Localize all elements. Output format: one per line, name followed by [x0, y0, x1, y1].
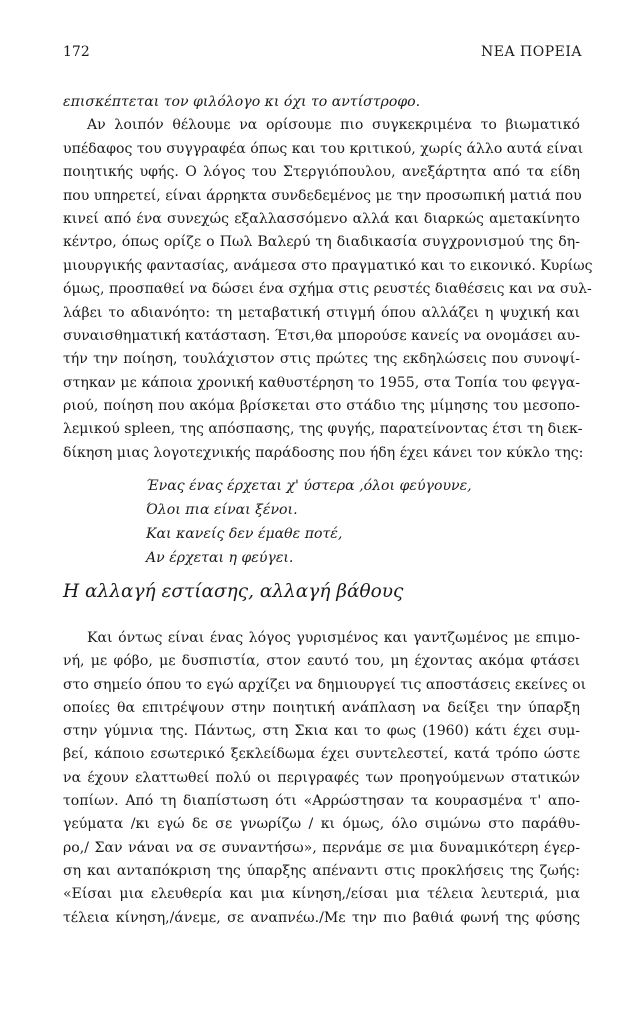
text-line: επισκέπτεται τον φιλόλογο κι όχι το αντίστροφο. [63, 94, 421, 110]
text-line: Αν λοιπόν θέλουμε να ορίσουμε πιο συγκεκριμένα το βιωματικό [87, 117, 580, 134]
text-line: λάβει το αδιανόητο: τη μεταβατική στιγμή όπου αλλάζει η ψυχική και [63, 304, 580, 321]
verse-line: Όλοι πια είναι ξένοι. [146, 502, 298, 518]
text-line: στηκαν με κάποια χρονική καθυστέρηση το 1955, στα Τοπία του φεγγα- [63, 374, 580, 391]
text-line: κινεί από ένα συνεχώς εξαλλασσόμενο αλλά και διαρκώς αμετακίνητο [63, 210, 580, 227]
text-line: δίκηση μιας λογοτεχνικής παράδοσης που ήδη έχει κάνει τον κύκλο της: [63, 444, 584, 461]
verse-quote [146, 474, 472, 570]
verse-line: Ένας ένας έρχεται χ' ύστερα ,όλοι φεύγουνε, [146, 478, 472, 494]
text-line: ριού, ποίηση που ακόμα βρίσκεται στο στάδιο της μίμησης του μεσοπο- [63, 398, 580, 415]
text-line: Και όντως είναι ένας λόγος γυρισμένος και γαντζωμένος με επιμο- [87, 630, 580, 646]
page-number: 172 [63, 44, 90, 60]
text-line: υπέδαφος του συγγραφέα όπως και του κριτικού, χωρίς άλλο αυτά είναι [63, 140, 584, 157]
text-line: γεύματα /κι εγώ δε σε γνωρίζω / κι όμως, όλο σιμώνω στο παράθυ- [63, 816, 580, 833]
verse-line: Και κανείς δεν έμαθε ποτέ, [146, 526, 343, 542]
text-line: οποίες θα επιτρέψουν στην ποιητική ανάπλαση να δείξει την ύπαρξη [63, 699, 580, 716]
text-line: στην γύμνια της. Πάντως, στη Σκια και το φως (1960) κάτι έχει συμ- [63, 723, 580, 740]
text-line: νή, με φόβο, με δυσπιστία, στον εαυτό του, μη έχοντας ακόμα φτάσει [63, 653, 580, 670]
text-line: να έχουν ελαττωθεί πολύ οι περιγραφές των προηγούμενων στατικών [63, 769, 580, 786]
paragraph-2 [63, 627, 587, 930]
paragraph-1 [63, 91, 593, 465]
text-line: τοπίων. Από τη διαπίστωση ότι «Αρρώστησαν τα κουρασμένα τ' απο- [63, 793, 580, 810]
text-line: που υπηρετεί, είναι άρρηκτα συνδεδεμένος με την προσωπική ματιά που [63, 187, 582, 204]
page-header [63, 44, 582, 64]
text-line: ση και ανταπόκριση της ύπαρξης απέναντι στις προκλήσεις της ζωής: [63, 862, 580, 879]
text-line: λεμικού spleen, της απόσπασης, της φυγής, παρατείνοντας έτσι τη διεκ- [63, 421, 583, 438]
text-line: βεί, κάποιο εσωτερικό ξεκλείδωμα έχει συντελεστεί, κατά τρόπο ώστε [63, 746, 580, 763]
text-line: όμως, προσπαθεί να δώσει ένα σχήμα στις ρευστές διαθέσεις και να συλ- [63, 281, 592, 298]
text-line: συναισθηματική κατάσταση. Έτσι,θα μπορούσε κανείς να ονομάσει αυ- [63, 327, 580, 344]
text-line: ποιητικής υφής. Ο λόγος του Στεργιόπουλου, ανεξάρτητα από τα είδη [63, 164, 580, 181]
text-line: «Είσαι μια ελευθερία και μια κίνηση,/είσαι μια τέλεια λευτεριά, μια [63, 886, 580, 903]
text-line: κέντρο, όπως ορίζε ο Πωλ Βαλερύ τη διαδικασία συγχρονισμού της δη- [63, 234, 580, 251]
text-line: στο σημείο όπου το εγώ αρχίζει να δημιουργεί τις αποστάσεις εκείνες οι [63, 676, 587, 693]
verse-line: Αν έρχεται η φεύγει. [146, 550, 294, 566]
text-line: τήν την ποίηση, τουλάχιστον στις πρώτες της εκδηλώσεις που συνοψί- [63, 351, 580, 368]
section-heading: Η αλλαγή εστίασης, αλλαγή βάθους [63, 581, 404, 602]
text-line: ρο,/ Σαν νάναι να σε συναντήσω», περνάμε σε μια δυναμικότερη έγερ- [63, 839, 580, 856]
running-title: ΝΕΑ ΠΟΡΕΙΑ [481, 44, 582, 60]
text-line: τέλεια κίνηση,/άνεμε, σε αναπνέω./Με την πιο βαθιά φωνή της φύσης [63, 909, 580, 926]
text-line: μιουργικής φαντασίας, ανάμεσα στο πραγματικό και το εικονικό. Κυρίως [63, 257, 593, 274]
